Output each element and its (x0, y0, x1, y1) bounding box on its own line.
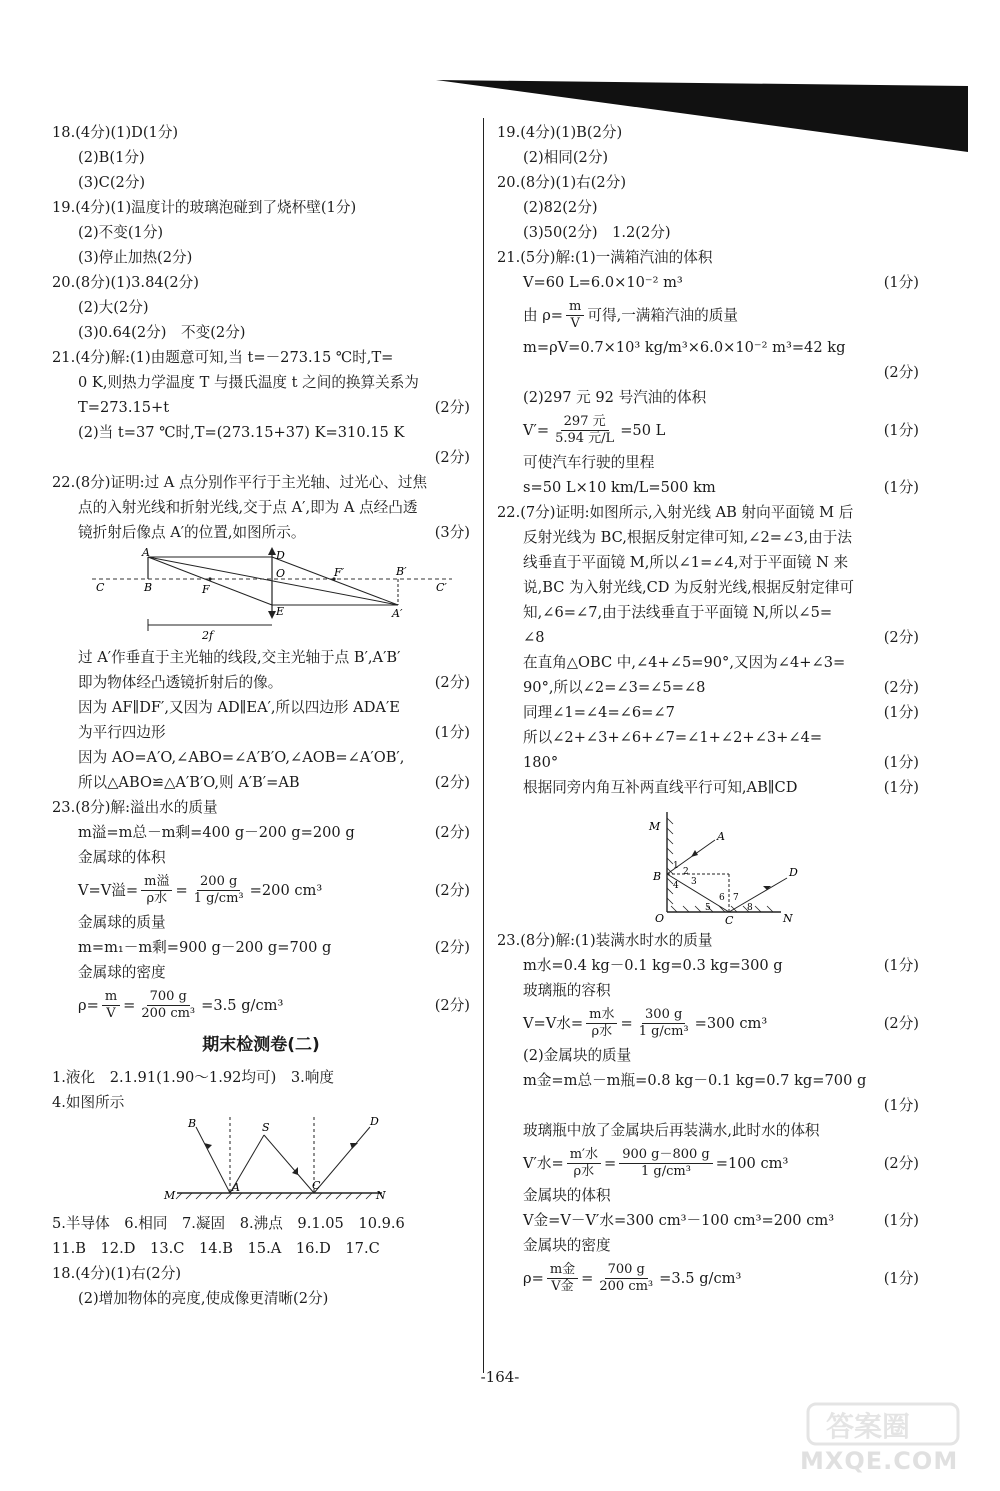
q23-line-6: 金属球的密度 (78, 964, 166, 981)
watermark-text: MXQE.COM (800, 1447, 959, 1475)
q20-line-2: (2)大(2分) (78, 299, 149, 316)
denominator: V (106, 1005, 116, 1021)
formula-part: =3.5 g/cm³ (201, 996, 284, 1014)
r-q21-line-6 (497, 475, 919, 500)
r-q21-line-2 (497, 270, 919, 295)
m-label-5: 5 (705, 903, 711, 913)
formula-part: =300 cm³ (694, 1014, 768, 1032)
denominator: 1 g/cm³ (638, 1023, 689, 1039)
s2-line-6: (2)增加物体的亮度,使成像更清晰(2分) (78, 1290, 329, 1307)
numerator: 200 g (197, 874, 240, 891)
numerator: 900 g－800 g (619, 1147, 713, 1164)
fraction (566, 299, 584, 332)
r-q23-line-6: 玻璃瓶中放了金属块后再装满水,此时水的体积 (523, 1122, 820, 1139)
q23-text: m=m₁－m剩=900 g－200 g=700 g (78, 939, 332, 956)
q22-line-2: 点的入射光线和折射光线,交于点 A′,即为 A 点经凸透 (78, 499, 418, 516)
score: (1分) (883, 754, 919, 771)
r-q22-line-8 (497, 675, 919, 700)
lens-label-F: F (202, 583, 210, 596)
r-q21-formula-density (497, 295, 919, 335)
q18-line-1: 18.(4分)(1)D(1分) (52, 124, 179, 141)
m-label-4: 4 (673, 881, 679, 891)
formula-part: V′= (523, 421, 550, 439)
r-q21-line-5: 可使汽车行驶的里程 (523, 454, 655, 471)
q19-line-1: 19.(4分)(1)温度计的玻璃泡碰到了烧杯壁(1分) (52, 199, 357, 216)
s2-line-5: 18.(4分)(1)右(2分) (52, 1265, 182, 1282)
m-label-O: O (655, 912, 665, 925)
r-q23-line-3: 玻璃瓶的容积 (523, 982, 611, 999)
lens-label-O: O (276, 567, 286, 580)
q19-line-3: (3)停止加热(2分) (78, 249, 193, 266)
numerator: m (102, 989, 120, 1006)
score: (3分) (434, 524, 470, 541)
r-q22-line-5: 知,∠6=∠7,由于法线垂直于平面镜 N,所以∠5= (523, 604, 833, 621)
fraction (191, 874, 247, 907)
fraction (547, 1262, 578, 1295)
formula-part: V′水= (523, 1154, 564, 1172)
m-label-D: D (789, 866, 798, 879)
q23-line-4: 金属球的质量 (78, 914, 166, 931)
q21-line-1: 21.(4分)解:(1)由题意可知,当 t=－273.15 ℃时,T= (52, 349, 394, 366)
mirror-label-C: C (312, 1179, 321, 1192)
r-q22-line-7: 在直角△OBC 中,∠4+∠5=90°,又因为∠4+∠3= (523, 654, 846, 671)
m-label-B: B (653, 870, 662, 883)
formula-part: ρ= (78, 996, 99, 1014)
m-label-C: C (725, 914, 734, 927)
r-q23-formula-water-volume (497, 1143, 919, 1183)
mirror-label-A: A (232, 1181, 240, 1194)
fraction (102, 989, 120, 1022)
two-mirror-diagram (497, 800, 919, 928)
score: (2分) (883, 364, 919, 381)
numerator: m′水 (567, 1147, 601, 1164)
numerator: m溢 (141, 874, 172, 891)
m-label-1: 1 (673, 861, 679, 871)
r-q22-line-11 (497, 750, 919, 775)
score: (1分) (883, 422, 919, 439)
r-q22-line-10: 所以∠2+∠3+∠6+∠7=∠1+∠2+∠3+∠4= (523, 729, 823, 746)
formula-part: =200 cm³ (249, 881, 323, 899)
q21-formula: T=273.15+t (78, 399, 170, 416)
r-q22-line-3: 线垂直于平面镜 M,所以∠1=∠4,对于平面镜 N 来 (523, 554, 849, 571)
r-q22-line-12 (497, 775, 919, 800)
r-q20-line-3: (3)50(2分) 1.2(2分) (523, 224, 671, 241)
numerator: 297 元 (561, 414, 609, 431)
r-q23-line-2 (497, 953, 919, 978)
q23-text: m溢=m总－m剩=400 g－200 g=200 g (78, 824, 355, 841)
q20-line-3: (3)0.64(2分) 不变(2分) (78, 324, 246, 341)
convex-lens-diagram (52, 545, 470, 645)
plane-mirror-diagram (52, 1115, 470, 1211)
q23-formula-volume (52, 870, 470, 910)
formula-part: 由 ρ= (523, 306, 564, 324)
r-q19-line-1: 19.(4分)(1)B(2分) (497, 124, 623, 141)
denominator: 200 cm³ (599, 1278, 654, 1294)
q22-line-7 (52, 720, 470, 745)
watermark-logo-text: 答案圈 (826, 1410, 911, 1443)
section-title: 期末检测卷(二) (202, 1035, 320, 1055)
denominator: V (570, 315, 580, 331)
lens-label-B: B (144, 581, 153, 594)
denominator: 5.94 元/L (555, 430, 615, 446)
r-q21-line-4: (2)297 元 92 号汽油的体积 (523, 389, 707, 406)
fraction (596, 1262, 656, 1295)
score: (2分) (883, 629, 919, 646)
q21-line-2: 0 K,则热力学温度 T 与摄氏温度 t 之间的换算关系为 (78, 374, 419, 391)
numerator: m (566, 299, 584, 316)
mirror-label-S: S (262, 1121, 270, 1134)
lens-label-A-prime: A′ (392, 607, 403, 620)
s2-line-3: 5.半导体 6.相同 7.凝固 8.沸点 9.1.05 10.9.6 (52, 1215, 405, 1232)
m-label-M: M (649, 820, 661, 833)
r-q23-formula-density (497, 1258, 919, 1298)
r-q22-line-1: 22.(7分)证明:如图所示,入射光线 AB 射向平面镜 M 后 (497, 504, 854, 521)
score: (1分) (883, 1097, 919, 1114)
fraction (619, 1147, 713, 1180)
score: (1分) (883, 704, 919, 721)
m-label-3: 3 (691, 877, 697, 887)
formula-part: = (123, 996, 136, 1014)
r-q23-line-9: 金属块的密度 (523, 1237, 611, 1254)
q20-line-1: 20.(8分)(1)3.84(2分) (52, 274, 199, 291)
fraction (141, 874, 172, 907)
score: (1分) (883, 779, 919, 796)
score: (2分) (883, 679, 919, 696)
watermark (730, 1400, 970, 1480)
q23-line-5 (52, 935, 470, 960)
m-label-8: 8 (747, 903, 753, 913)
numerator: 700 g (147, 989, 190, 1006)
lens-label-E: E (276, 605, 285, 618)
formula-part: = (581, 1269, 594, 1287)
q19-line-2: (2)不变(1分) (78, 224, 164, 241)
numerator: 700 g (605, 1262, 648, 1279)
r-q22-line-9 (497, 700, 919, 725)
r-q22-text: 同理∠1=∠4=∠6=∠7 (523, 704, 675, 721)
mirror-label-M: M (164, 1189, 176, 1202)
r-q21-formula-volume (497, 410, 919, 450)
left-column (52, 120, 470, 1311)
r-q21-text: s=50 L×10 km/L=500 km (523, 479, 716, 496)
score: (2分) (434, 399, 470, 416)
lens-label-A: A (142, 546, 150, 559)
q21-line-3 (52, 395, 470, 420)
m-label-N: N (783, 912, 793, 925)
lens-label-C: C (96, 581, 105, 594)
page-number: -164- (480, 1368, 520, 1386)
q22-line-8: 因为 AO=A′O,∠ABO=∠A′B′O,∠AOB=∠A′OB′, (78, 749, 405, 766)
m-label-A: A (717, 830, 725, 843)
q22-line-6: 因为 AF∥DF′,又因为 AD∥EA′,所以四边形 ADA′E (78, 699, 400, 716)
lens-label-B-prime: B′ (396, 565, 407, 578)
score: (2分) (883, 1015, 919, 1032)
denominator: ρ水 (591, 1023, 613, 1039)
score: (2分) (434, 674, 470, 691)
fraction (567, 1147, 601, 1180)
r-q22-line-6 (497, 625, 919, 650)
formula-part: =100 cm³ (715, 1154, 789, 1172)
score: (2分) (434, 774, 470, 791)
score: (2分) (434, 882, 470, 899)
r-q23-line-5-score (497, 1093, 919, 1118)
q22-line-3 (52, 520, 470, 545)
denominator: 1 g/cm³ (641, 1163, 691, 1179)
s2-line-4: 11.B 12.D 13.C 14.B 15.A 16.D 17.C (52, 1240, 380, 1257)
q22-text: 镜折射后像点 A′的位置,如图所示。 (78, 524, 306, 541)
fraction (138, 989, 198, 1022)
r-q23-line-1: 23.(8分)解:(1)装满水时水的质量 (497, 932, 713, 949)
r-q23-line-4: (2)金属块的质量 (523, 1047, 632, 1064)
watermark-logo (730, 1400, 970, 1450)
column-divider (483, 118, 484, 1373)
q23-line-3: 金属球的体积 (78, 849, 166, 866)
numerator: m水 (586, 1007, 617, 1024)
formula-part: = (175, 881, 188, 899)
r-q22-line-2: 反射光线为 BC,根据反射定律可知,∠2=∠3,由于法 (523, 529, 852, 546)
score: (2分) (434, 449, 470, 466)
fraction (636, 1007, 692, 1040)
r-q23-formula-capacity (497, 1003, 919, 1043)
formula-part: =3.5 g/cm³ (659, 1269, 742, 1287)
s2-line-2: 4.如图所示 (52, 1094, 125, 1111)
denominator: 1 g/cm³ (193, 890, 244, 906)
score: (1分) (883, 274, 919, 291)
score: (1分) (883, 1270, 919, 1287)
q22-line-9 (52, 770, 470, 795)
formula-part: 可得,一满箱汽油的质量 (587, 306, 738, 324)
score: (2分) (434, 824, 470, 841)
q18-line-2: (2)B(1分) (78, 149, 145, 166)
mirror-label-N: N (376, 1189, 386, 1202)
score: (2分) (434, 997, 470, 1014)
r-q22-text: 90°,所以∠2=∠3=∠5=∠8 (523, 679, 706, 696)
mirror-label-B: B (188, 1117, 197, 1130)
r-q21-line-3: m=ρV=0.7×10³ kg/m³×6.0×10⁻² m³=42 kg (523, 339, 846, 356)
numerator: m金 (547, 1262, 578, 1279)
q18-line-3: (3)C(2分) (78, 174, 146, 191)
q22-line-1: 22.(8分)证明:过 A 点分别作平行于主光轴、过光心、过焦 (52, 474, 428, 491)
formula-part: = (620, 1014, 633, 1032)
r-q23-line-8 (497, 1208, 919, 1233)
m-label-7: 7 (733, 893, 739, 903)
q21-line-4: (2)当 t=37 ℃时,T=(273.15+37) K=310.15 K (78, 424, 405, 441)
r-q23-line-7: 金属块的体积 (523, 1187, 611, 1204)
score: (1分) (883, 479, 919, 496)
denominator: ρ水 (573, 1163, 595, 1179)
r-q21-line-1: 21.(5分)解:(1)一满箱汽油的体积 (497, 249, 713, 266)
r-q21-text: V=60 L=6.0×10⁻² m³ (523, 274, 683, 291)
q22-line-4: 过 A′作垂直于主光轴的线段,交主光轴于点 B′,A′B′ (78, 649, 401, 666)
r-q20-line-1: 20.(8分)(1)右(2分) (497, 174, 627, 191)
s2-line-1: 1.液化 2.1.91(1.90～1.92均可) 3.响度 (52, 1069, 334, 1086)
formula-part: ρ= (523, 1269, 544, 1287)
lens-label-C-prime: C′ (436, 581, 447, 594)
lens-label-F-prime: F′ (334, 566, 345, 579)
formula-part: =50 L (620, 421, 666, 439)
q22-text: 即为物体经凸透镜折射后的像。 (78, 674, 283, 691)
mirror-label-D: D (370, 1115, 379, 1128)
score: (1分) (883, 957, 919, 974)
score: (1分) (434, 724, 470, 741)
formula-part: = (603, 1154, 617, 1172)
right-column (497, 120, 919, 1298)
q22-line-5 (52, 670, 470, 695)
formula-part: V=V水= (523, 1014, 584, 1032)
fraction (552, 414, 617, 447)
numerator: 300 g (642, 1007, 685, 1024)
score: (2分) (434, 939, 470, 956)
formula-part: V=V溢= (78, 881, 139, 899)
q23-formula-density (52, 985, 470, 1025)
lens-label-D: D (276, 549, 285, 562)
q22-text: 所以△ABO≌△A′B′O,则 A′B′=AB (78, 774, 300, 791)
r-q22-text: 根据同旁内角互补两直线平行可知,AB∥CD (523, 779, 798, 796)
denominator: 200 cm³ (141, 1005, 196, 1021)
score: (2分) (883, 1155, 919, 1172)
r-q22-line-4: 说,BC 为入射光线,CD 为反射光线,根据反射定律可 (523, 579, 854, 596)
q22-text: 为平行四边形 (78, 724, 166, 741)
denominator: ρ水 (146, 890, 168, 906)
r-q21-line-3-score (497, 360, 919, 385)
q23-line-2 (52, 820, 470, 845)
q21-line-5 (52, 445, 470, 470)
denominator: V金 (551, 1278, 574, 1294)
fraction (586, 1007, 617, 1040)
m-label-6: 6 (719, 893, 725, 903)
r-q23-text: V金=V－V′水=300 cm³－100 cm³=200 cm³ (523, 1212, 835, 1229)
score: (1分) (883, 1212, 919, 1229)
lens-label-2f: 2f (202, 629, 214, 642)
m-label-2: 2 (683, 867, 689, 877)
r-q22-text: ∠8 (523, 629, 545, 646)
r-q23-text: m水=0.4 kg－0.1 kg=0.3 kg=300 g (523, 957, 783, 974)
r-q22-text: 180° (523, 754, 559, 771)
r-q20-line-2: (2)82(2分) (523, 199, 598, 216)
r-q23-line-5: m金=m总－m瓶=0.8 kg－0.1 kg=0.7 kg=700 g (523, 1072, 867, 1089)
q23-line-1: 23.(8分)解:溢出水的质量 (52, 799, 218, 816)
r-q19-line-2: (2)相同(2分) (523, 149, 609, 166)
